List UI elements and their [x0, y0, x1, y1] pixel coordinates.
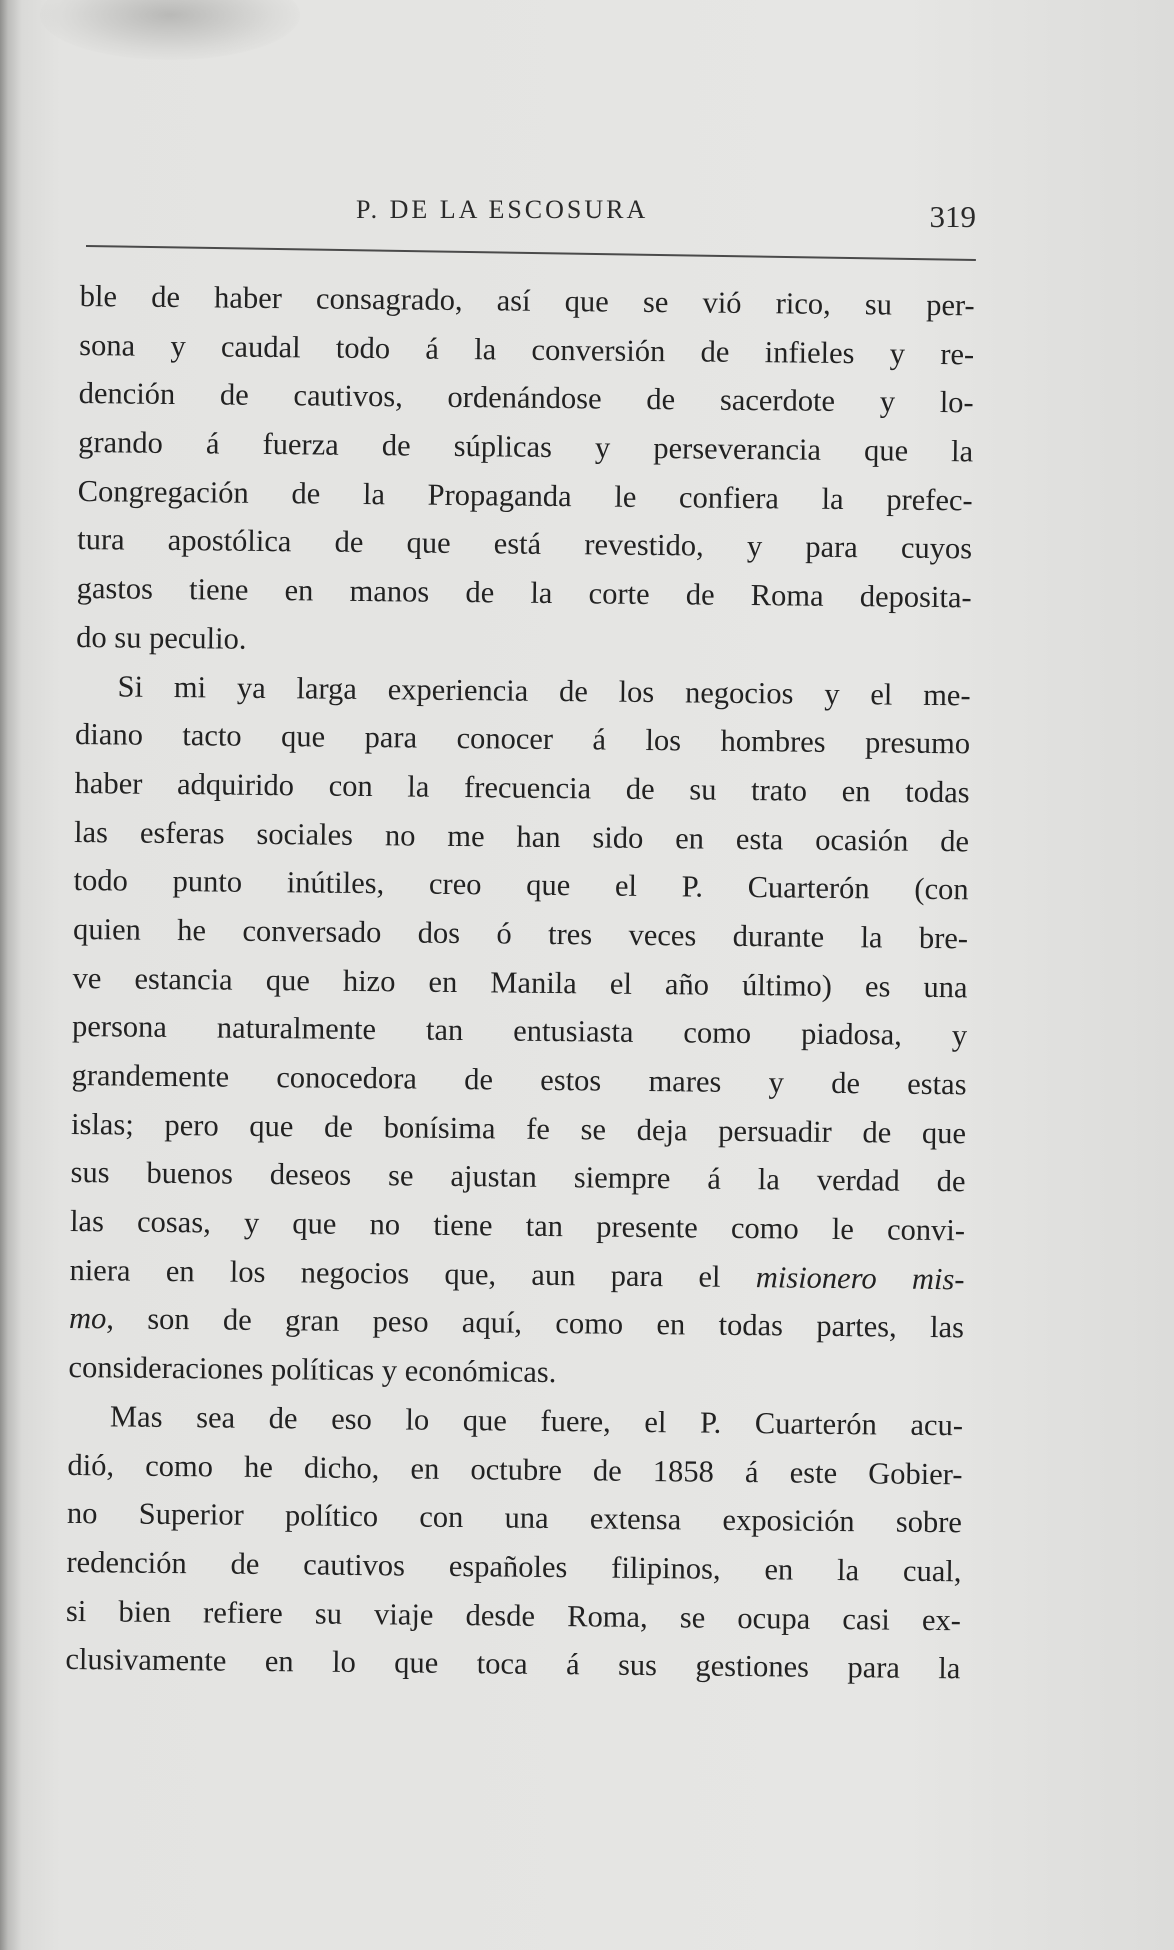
text-line: gastos tiene en manos de la corte de Roma deposita- — [76, 571, 972, 615]
page-header — [86, 195, 976, 245]
text-line: Congregación de la Propaganda le confiera la prefec- — [77, 473, 973, 518]
text-line: tura apostólica de que está revestido, y para cuyos — [77, 522, 973, 566]
text-line: Si mi ya larga experiencia de los negocios y el me- — [117, 668, 971, 712]
ink-smudge — [40, 0, 300, 60]
text-line: ve estancia que hizo en Manila el año último) es una — [72, 960, 968, 1004]
text-line: haber adquirido con la frecuencia de su trato en todas — [74, 765, 970, 810]
text-line: sona y caudal todo á la conversión de infieles y re- — [79, 327, 975, 372]
text-line: no Superior político con una extensa exposición sobre — [66, 1496, 963, 1540]
text-line: las cosas, y que no tiene tan presente como le convi- — [69, 1204, 966, 1248]
text-line: grandemente conocedora de estos mares y de estas — [71, 1057, 967, 1102]
header-rule — [86, 245, 976, 261]
page-number: 319 — [929, 199, 976, 234]
italic-text: mo — [68, 1301, 107, 1336]
text-segment: niera en los negocios que, aun para el — [69, 1252, 756, 1294]
text-line: consideraciones políticas y económicas. — [68, 1350, 557, 1390]
italic-text: misionero mis- — [755, 1259, 965, 1297]
text-line: grando á fuerza de súplicas y perseverancia que la — [78, 425, 974, 469]
text-line: dención de cautivos, ordenándose de sacerdote y lo- — [78, 376, 974, 420]
text-line: do su peculio. — [76, 619, 247, 656]
text-line: ble de haber consagrado, así que se vió rico, su per- — [79, 278, 975, 323]
text-line: las esferas sociales no me han sido en esta ocasión de — [73, 814, 970, 858]
text-line: quien he conversado dos ó tres veces durante la bre- — [72, 911, 969, 956]
text-line: dió, como he dicho, en octubre de 1858 á este Gobier- — [67, 1447, 963, 1491]
text-line: islas; pero que de bonísima fe se deja persuadir de que — [70, 1106, 967, 1151]
text-line: clusivamente en lo que toca á sus gestiones para la — [65, 1642, 961, 1686]
text-line: sus buenos deseos se ajustan siempre á la verdad de — [70, 1155, 966, 1199]
text-line: diano tacto que para conocer á los hombres presumo — [74, 717, 971, 761]
text-line: si bien refiere su viaje desde Roma, se ocupa casi ex- — [65, 1593, 962, 1637]
body-text — [65, 272, 975, 1693]
text-line: persona naturalmente tan entusiasta como piadosa, y — [71, 1009, 968, 1053]
text-line: Mas sea de eso lo que fuere, el P. Cuarterón acu- — [109, 1399, 964, 1443]
text-line: redención de cautivos españoles filipinos, en la cual, — [66, 1544, 962, 1589]
running-title: P. DE LA ESCOSURA — [356, 195, 649, 224]
text-segment: , son de gran peso aquí, como en todas partes, las — [106, 1301, 965, 1345]
text-line: todo punto inútiles, creo que el P. Cuarterón (con — [73, 863, 969, 907]
